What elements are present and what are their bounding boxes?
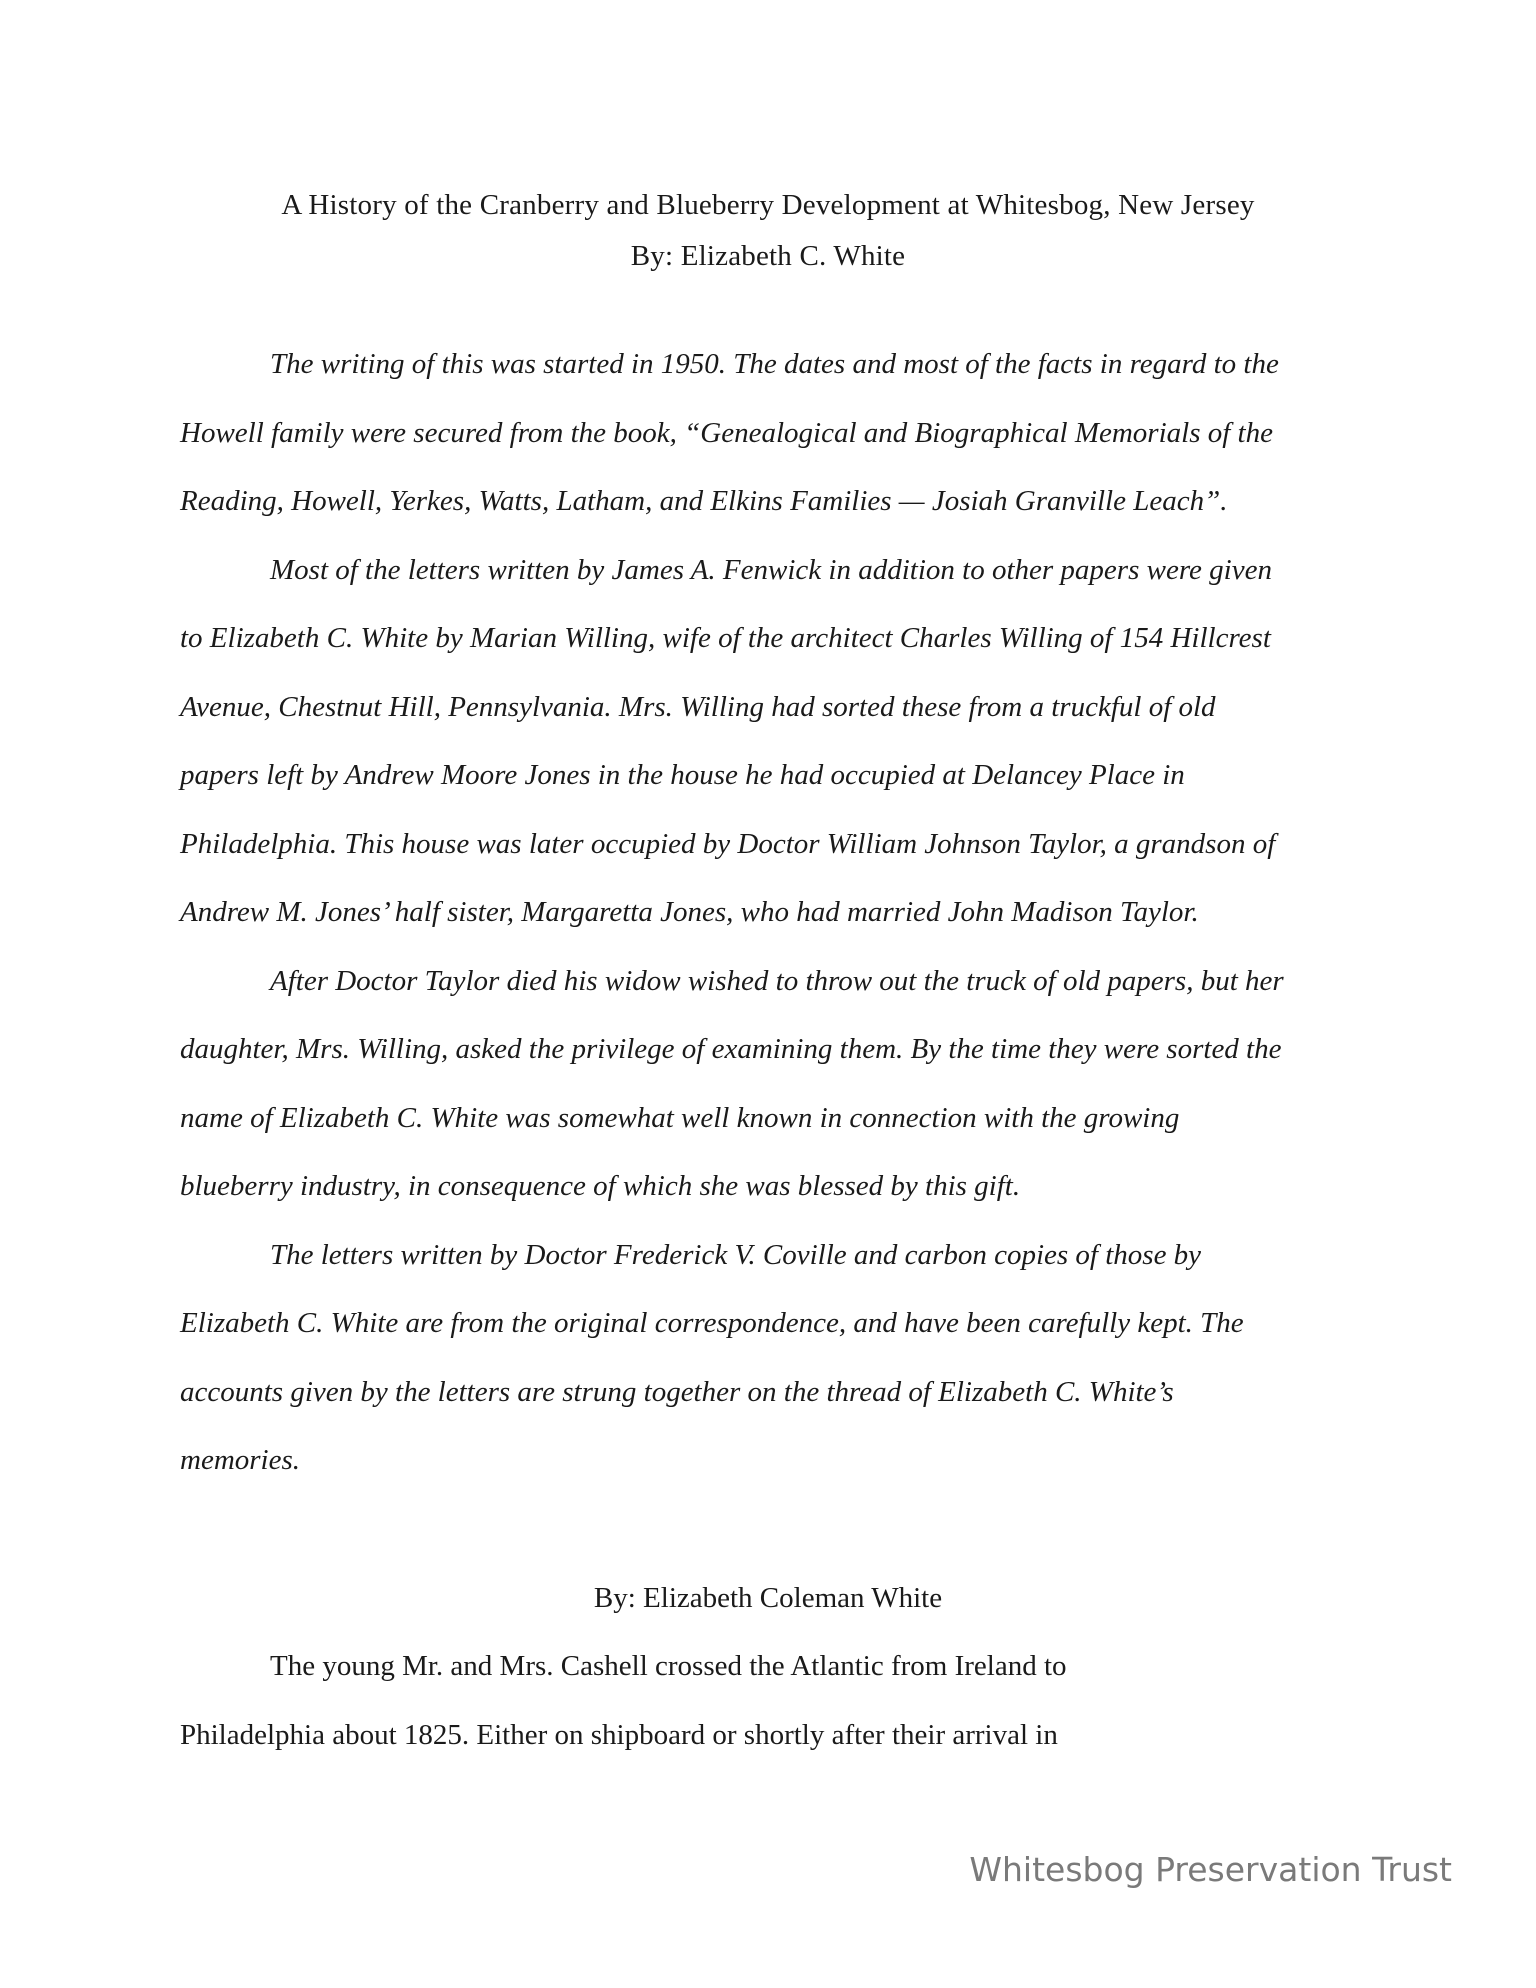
text-line: Elizabeth C. White are from the original correspondence, and have been carefully kept. The [180, 1307, 1244, 1339]
preface-paragraph-1 [180, 330, 1360, 536]
text-line: accounts given by the letters are strung together on the thread of Elizabeth C. White’s [180, 1375, 1174, 1408]
document-body [180, 330, 1360, 1769]
main-paragraph-1 [180, 1632, 1360, 1769]
text-line: Avenue, Chestnut Hill, Pennsylvania. Mrs. Willing had sorted these from a truckful of old [180, 690, 1216, 723]
text-line: Andrew M. Jones’ half sister, Margaretta Jones, who had married John Madison Taylor. [180, 896, 1199, 928]
preface-paragraph-4 [180, 1221, 1360, 1495]
text-line: memories. [180, 1444, 301, 1476]
text-line: The letters written by Doctor Frederick V. Coville and carbon copies of those by [270, 1238, 1202, 1271]
text-line: to Elizabeth C. White by Marian Willing, wife of the architect Charles Willing of 154 Hillcrest [180, 622, 1271, 654]
text-line: The young Mr. and Mrs. Cashell crossed the Atlantic from Ireland to [270, 1650, 1067, 1682]
section-byline: By: Elizabeth Coleman White [593, 1581, 943, 1614]
preface-paragraph-2 [180, 536, 1360, 947]
preface-paragraph-3 [180, 947, 1360, 1221]
document-byline: By: Elizabeth C. White [630, 240, 906, 272]
text-line: Philadelphia. This house was later occupied by Doctor William Johnson Taylor, a grandson of [180, 827, 1276, 860]
title-block [0, 180, 1536, 282]
section-gap [180, 1495, 1360, 1564]
text-line: After Doctor Taylor died his widow wished to throw out the truck of old papers, but her [270, 964, 1284, 997]
text-line: The writing of this was started in 1950. The dates and most of the facts in regard to the [270, 348, 1279, 380]
document-title: A History of the Cranberry and Blueberry Development at Whitesbog, New Jersey [281, 189, 1255, 221]
text-line: Philadelphia about 1825. Either on shipboard or shortly after their arrival in [180, 1718, 1058, 1751]
text-line: Reading, Howell, Yerkes, Watts, Latham, and Elkins Families — Josiah Granville Leach”. [180, 485, 1228, 517]
footer-watermark: Whitesbog Preservation Trust [969, 1850, 1452, 1889]
text-line: daughter, Mrs. Willing, asked the privilege of examining them. By the time they were sorted the [180, 1033, 1282, 1065]
text-line: Most of the letters written by James A. Fenwick in addition to other papers were given [270, 553, 1272, 586]
text-line: papers left by Andrew Moore Jones in the house he had occupied at Delancey Place in [180, 759, 1185, 791]
text-line: Howell family were secured from the book, “Genealogical and Biographical Memorials of the [180, 416, 1273, 449]
text-line: blueberry industry, in consequence of which she was blessed by this gift. [180, 1170, 1021, 1202]
text-line: name of Elizabeth C. White was somewhat well known in connection with the growing [180, 1101, 1180, 1134]
